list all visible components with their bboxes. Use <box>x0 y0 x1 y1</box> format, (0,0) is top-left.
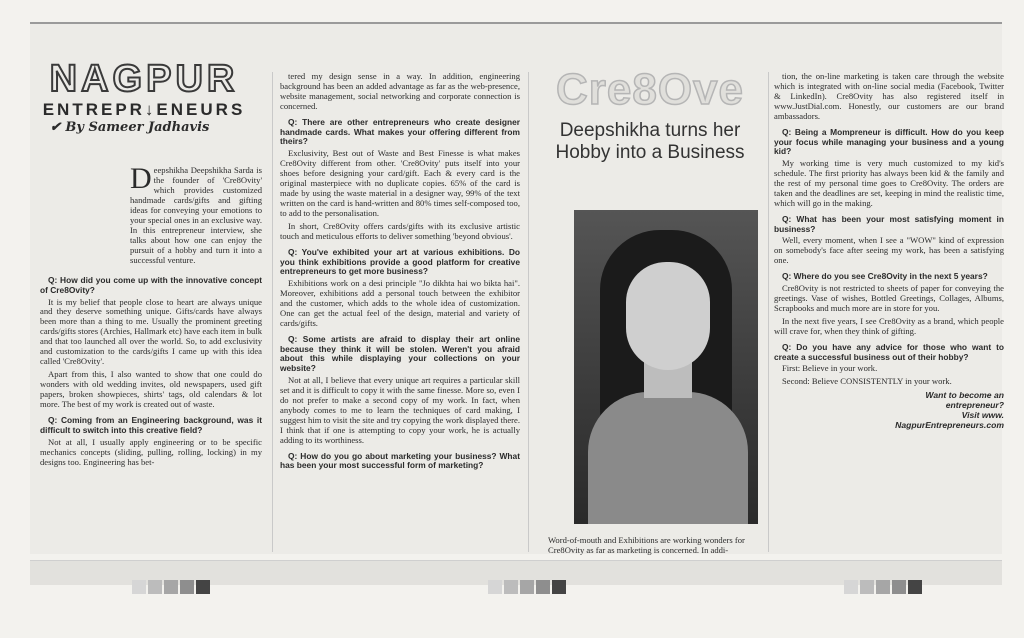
paragraph: Well, every moment, when I see a "WOW" kind of expression on somebody's face after seeing my work, has been a satisfying one. <box>774 235 1004 266</box>
intro-text: eepshikha Deepshikha Sarda is the founder of 'Cre8Ovity' which provides customized handmade cards/gifts and gifting ideas for conveying your emotions to your special ones in an exclusive way. In this entrepreneur interview, she talks about how one can enjoy the pursuit of a hobby and turn it into a successful venture. <box>130 165 262 265</box>
question: Q: Some artists are afraid to display their art online because they think it will be stolen. Weren't you afraid about this while displaying your collections on your website? <box>280 333 520 374</box>
question: Q: Being a Mompreneur is difficult. How do you keep your focus while managing your business and a young kid? <box>774 126 1004 157</box>
newspaper-page <box>30 22 1002 554</box>
faded-header-strip <box>360 28 740 42</box>
portrait-photo <box>574 210 758 524</box>
intro-paragraph <box>130 162 262 266</box>
paragraph: Cre8Ovity is not restricted to sheets of paper for conveying the greetings. Vase of wishes, Bottled Greetings, Collages, Albums, Scrapbooks and much more are in store for you. <box>774 283 1004 314</box>
paragraph: Not at all, I usually apply engineering or to be specific mechanics concepts (sliding, pulling, rolling, locking) in my designs too. Engineering has bet- <box>40 436 262 467</box>
cta-line-3: Visit www. <box>961 410 1004 421</box>
print-marks-center <box>488 580 568 594</box>
article-headline: Deepshikha turns her Hobby into a Business <box>555 120 745 163</box>
paragraph: Second: Believe CONSISTENTLY in your work. <box>782 376 952 387</box>
paragraph: It is my belief that people close to heart are always unique and they deserve something unique. Gifts/cards have always been more than a thing to me. Usually the prominent greeting cards/gifts stores (Archies, Hallmark etc) have each item in bulk and that too launched all over the world. So, to add exclusivity and customization to the cards/gifts I came up with this idea called 'Cre8Ovity'. <box>40 296 262 367</box>
column-rule <box>272 72 273 552</box>
question: Q: Coming from an Engineering background, was it difficult to switch into this creative field? <box>40 415 262 435</box>
masthead-entrepreneurs: ENTREPR↓ENEURS <box>42 100 246 119</box>
paragraph: Not at all, I believe that every unique art requires a particular skill set and it is difficult to copy it with the same finesse. More so, even I do not prefer to make a second copy of my work. In fact, when anybody comes to me to learn the techniques of card making, I suggest him to visit the site and try copying the work displayed there. I think that if one is attempting to copy your work, he is actually adding to its worthiness. <box>280 374 520 445</box>
paragraph: tion, the on-line marketing is taken care through the website which is integrated with on-line social media (Facebook, Twitter & LinkedIn). Cre8Ovity has also registered itself in www.JustDial.com. Honestly, our customers are our brand ambassadors. <box>774 71 1004 121</box>
photo-caption: Word-of-mouth and Exhibitions are working wonders for Cre8Ovity as far as marketing is concerned. In addi- <box>548 535 745 555</box>
paragraph: Apart from this, I also wanted to show that one could do wonders with old wedding invites, old newspapers, used gift papers, broken showpieces, shirts' tags, old calendars & lot more. The best of my work is created out of waste. <box>40 369 262 410</box>
question: Q: Where do you see Cre8Ovity in the next 5 years? <box>782 271 988 282</box>
column-2 <box>280 72 520 473</box>
question: Q: There are other entrepreneurs who create designer handmade cards. What makes your offering different from theirs? <box>280 116 520 147</box>
question: Q: How did you come up with the innovative concept of Cre8Ovity? <box>40 275 262 295</box>
column-rule <box>768 72 769 552</box>
paragraph: In short, Cre8Ovity offers cards/gifts with its exclusive artistic touch and meticulous efforts to deliver something 'beyond obvious'. <box>280 220 520 241</box>
call-to-action <box>774 391 1004 431</box>
print-marks-right <box>844 580 924 594</box>
brand-title: Cre8Ove <box>555 65 744 114</box>
question: Q: You've exhibited your art at various exhibitions. Do you think exhibitions provide a good platform for creative entrepreneurs to get more business? <box>280 246 520 277</box>
masthead <box>34 60 254 152</box>
cta-line-1: Want to become an <box>925 390 1004 401</box>
paragraph: Exhibitions work on a desi principle "Jo dikhta hai wo bikta hai". Moreover, exhibitions add a personal touch between the exhibitor and the customer, which adds to the whole idea of customization. One can get the actual feel of the design, material and variety of cards/gifts. <box>280 278 520 328</box>
question: Q: What has been your most satisfying moment in business? <box>774 213 1004 234</box>
drop-cap: D <box>130 162 152 195</box>
feature-column <box>536 65 764 555</box>
paragraph: Exclusivity, Best out of Waste and Best Finesse is what makes Cre8Ovity different from other. 'Cre8Ovity' puts itself into your shoes before designing your card/gift. Each & every card is the original masterpiece with no duplicate copies. 65% of the card is made by using the waste material in a designer way, 99% of the text written on the card is hand-written and 80% times self-composed too, to add to the personalisation. <box>280 148 520 218</box>
cta-line-2: entrepreneur? <box>945 400 1004 411</box>
column-rule <box>528 72 529 552</box>
column-4 <box>774 72 1004 431</box>
paragraph: First: Believe in your work. <box>782 363 878 374</box>
paragraph: tered my design sense in a way. In addition, engineering background has been an added advantage as far as the web-presence, website management, social networking and corporate connection is concerned. <box>280 71 520 111</box>
print-marks-left <box>132 580 212 594</box>
question: Q: How do you go about marketing your business? What has been your most successful form of marketing? <box>280 450 520 471</box>
paragraph: My working time is very much customized to my kid's schedule. The first priority has always been kid & the family and the rest of my personal time goes to Cre8Ovity. The orders are taken and the deadlines are set, keeping in mind the realistic time, which will go in the making. <box>774 158 1004 208</box>
cta-line-4: NagpurEntrepreneurs.com <box>895 420 1004 431</box>
column-1-body <box>40 270 262 471</box>
question: Q: Do you have any advice for those who want to create a successful business out of their hobby? <box>774 341 1004 362</box>
column-4-body <box>774 72 1004 387</box>
paragraph: In the next five years, I see Cre8Ovity as a brand, which people will crave for, when they think of gifting. <box>774 316 1004 336</box>
byline: ✔ By Sameer Jadhavis <box>50 120 210 135</box>
masthead-nagpur: NAGPUR <box>49 58 239 100</box>
